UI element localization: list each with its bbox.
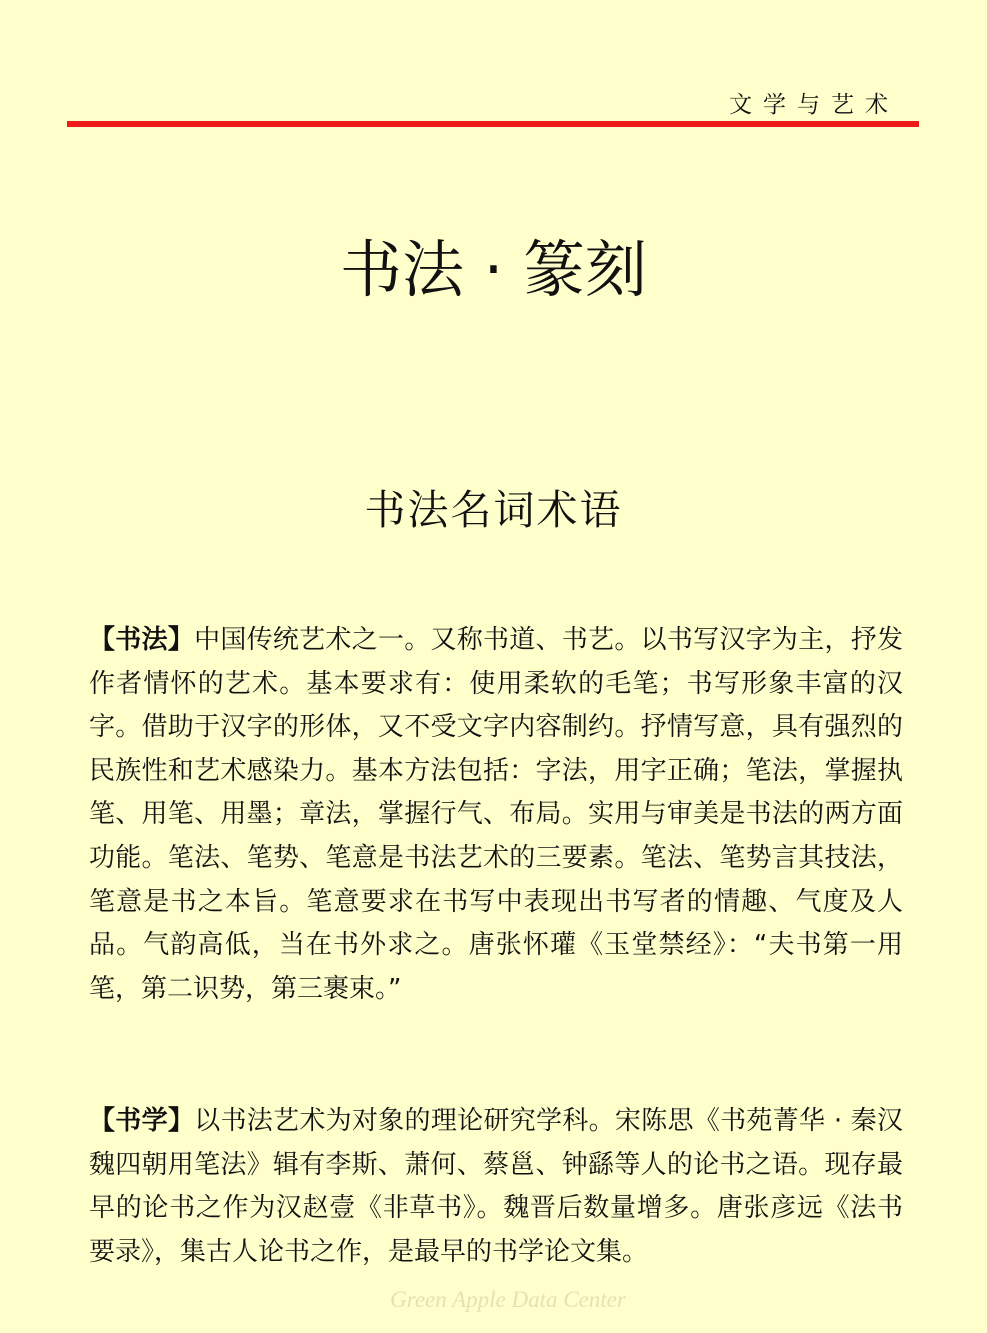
glossary-entry [89,619,903,1011]
header-category: 文学与艺术 [729,92,899,118]
glossary-entry [89,1100,903,1274]
header-divider [67,121,919,127]
watermark: Green Apple Data Center [390,1287,626,1312]
entry-text: 中国传统艺术之一。又称书道、书艺。以书写汉字为主，抒发作者情怀的艺术。基本要求有：使用柔软的毛笔；书写形象丰富的汉字。借助于汉字的形体，又不受文字内容制约。抒情写意，具有强烈的民族性和艺术感染力。基本方法包括：字法，用字正确；笔法，掌握执笔、用笔、用墨；章法，掌握行气、布局。实用与审美是书法的两方面功能。笔法、笔势、笔意是书法艺术的三要素。笔法、笔势言其技法，笔意是书之本旨。笔意要求在书写中表现出书写者的情趣、气度及人品。气韵高低，当在书外求之。唐张怀瓘《玉堂禁经》：“夫书第一用笔，第二识势，第三裹束。” [89,625,903,1004]
page-title: 书法 · 篆刻 [339,233,648,306]
entry-term: 【书学】 [89,1106,195,1136]
entry-text: 以书法艺术为对象的理论研究学科。宋陈思《书苑菁华 · 秦汉魏四朝用笔法》辑有李斯、萧何、蔡邕、钟繇等人的论书之语。现存最早的论书之作为汉赵壹《非草书》。魏晋后数量增多。唐张彦远《法书要录》，集古人论书之作，是最早的书学论文集。 [89,1106,903,1267]
section-title: 书法名词术语 [364,486,623,534]
entry-term: 【书法】 [89,625,195,655]
